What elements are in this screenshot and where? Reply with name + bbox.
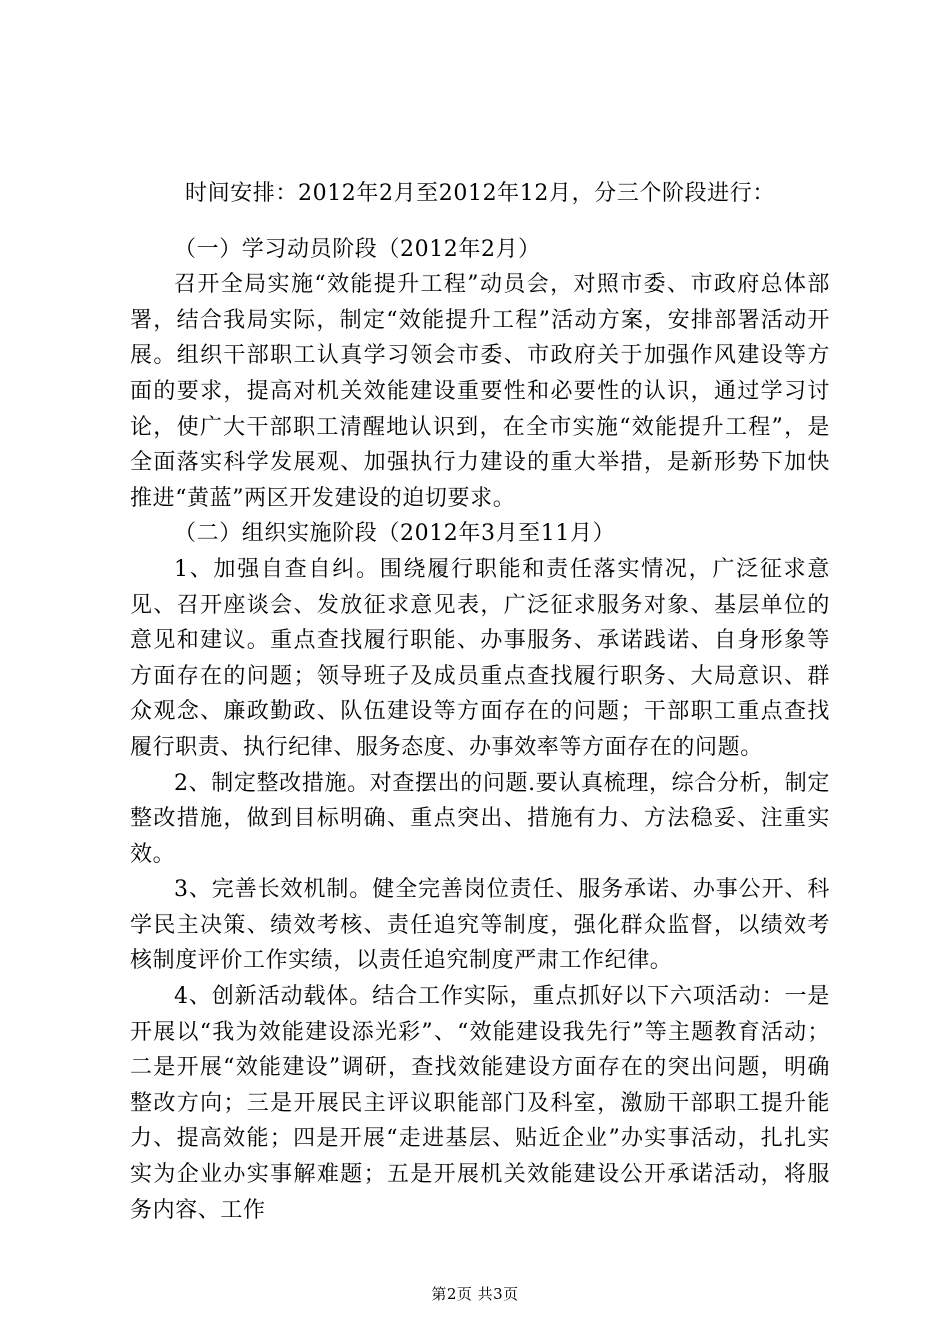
page-number-footer: 第2页 共3页 [431, 1285, 519, 1303]
schedule-intro-paragraph: 时间安排：2012年2月至2012年12月，分三个阶段进行： [185, 181, 775, 206]
paragraph-self-inspection: 1、加强自查自纠。围绕履行职能和责任落实情况，广泛征求意见、召开座谈会、发放征求意见表，广泛征求服务对象、基层单位的意见和建议。重点查找履行职能、办事服务、承诺践诺、自身形象等方面存在的问题；领导班子及成员重点查找履行职务、大局意识、群众观念、廉政勤政、队伍建设等方面存在的问题；干部职工重点查找履行职责、执行纪律、服务态度、办事效率等方面存在的问题。 [130, 556, 830, 760]
paragraph-activity-carriers: 4、创新活动载体。结合工作实际，重点抓好以下六项活动：一是开展以“我为效能建设添光彩”、“效能建设我先行”等主题教育活动；二是开展“效能建设”调研，查找效能建设方面存在的突出问题，明确整改方向；三是开展民主评议职能部门及科室，激励干部职工提升能力、提高效能；四是开展“走进基层、贴近企业”办实事活动，扎扎实实为企业办实事解难题；五是开展机关效能建设公开承诺活动，将服务内容、工作 [130, 984, 830, 1223]
paragraph-long-term-mechanism: 3、完善长效机制。健全完善岗位责任、服务承诺、办事公开、科学民主决策、绩效考核、责任追究等制度，强化群众监督，以绩效考核制度评价工作实绩，以责任追究制度严肃工作纪律。 [130, 877, 830, 974]
section-heading-study-mobilization: （一）学习动员阶段（2012年2月） [174, 236, 541, 262]
paragraph-rectification-measures: 2、制定整改措施。对查摆出的问题.要认真梳理，综合分析，制定整改措施，做到目标明确、重点突出、措施有力、方法稳妥、注重实效。 [130, 770, 830, 867]
section-heading-implementation: （二）组织实施阶段（2012年3月至11月） [174, 521, 616, 547]
document-body [130, 176, 830, 1228]
paragraph-mobilization-meeting: 召开全局实施“效能提升工程”动员会，对照市委、市政府总体部署，结合我局实际，制定“效能提升工程”活动方案，安排部署活动开展。组织干部职工认真学习领会市委、市政府关于加强作风建设等方面的要求，提高对机关效能建设重要性和必要性的认识，通过学习讨论，使广大干部职工清醒地认识到，在全市实施“效能提升工程”，是全面落实科学发展观、加强执行力建设的重大举措，是新形势下加快推进“黄蓝”两区开发建设的迫切要求。 [130, 272, 830, 511]
